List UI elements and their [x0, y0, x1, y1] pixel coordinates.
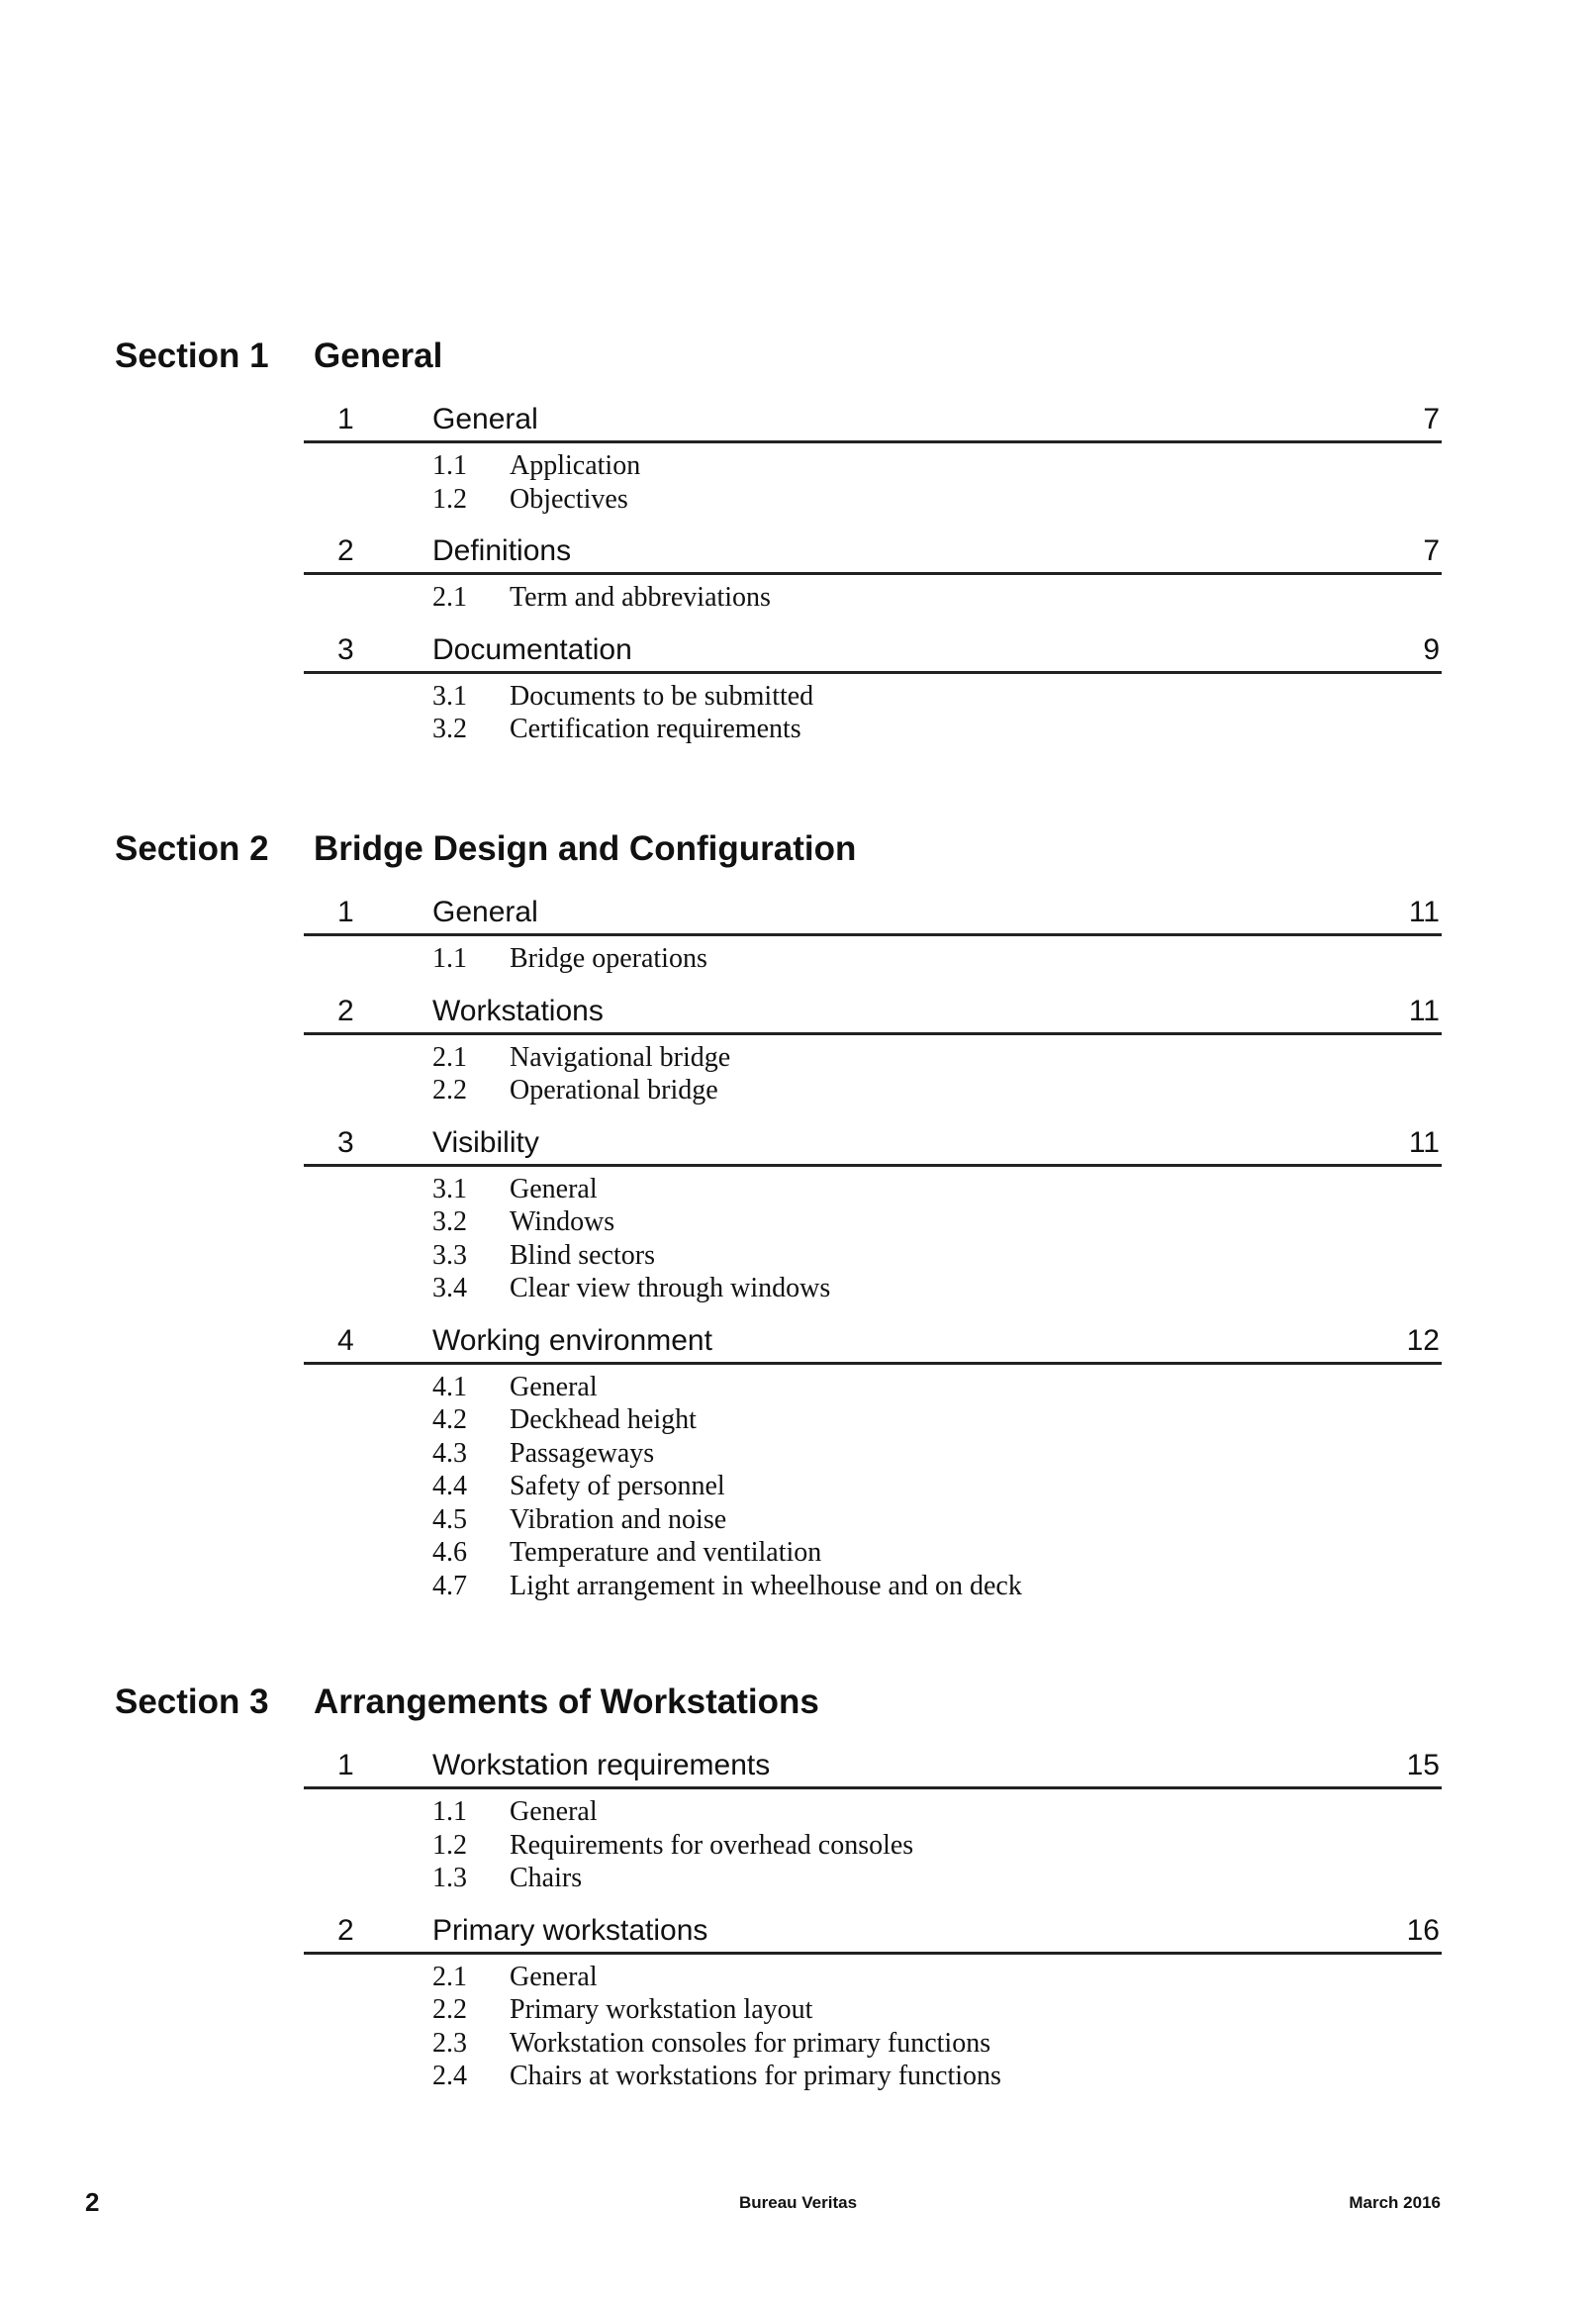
- subsection-title: Blind sectors: [510, 1239, 655, 1271]
- chapter-page-number: 15: [1406, 1749, 1440, 1781]
- subsection-title: General: [510, 1961, 598, 1992]
- subsection-title: Passageways: [510, 1437, 655, 1469]
- subsection-title: General: [510, 1796, 598, 1827]
- chapter-number: 2: [337, 1913, 354, 1947]
- subsection-entry[interactable]: [304, 581, 1442, 615]
- subsection-entry[interactable]: [304, 1862, 1442, 1895]
- subsection-title: Deckhead height: [510, 1404, 697, 1435]
- chapter-entry[interactable]: [304, 1897, 1442, 1955]
- chapter-entry[interactable]: [304, 386, 1442, 443]
- subsection-entry[interactable]: [304, 680, 1442, 714]
- footer-date: March 2016: [1349, 2193, 1441, 2212]
- subsection-number: 3.4: [432, 1273, 467, 1303]
- subsection-entry[interactable]: [304, 1403, 1442, 1437]
- subsection-entry[interactable]: [304, 2027, 1442, 2061]
- subsection-number: 2.2: [432, 1075, 467, 1105]
- subsection-title: Operational bridge: [510, 1075, 718, 1105]
- subsection-entry[interactable]: [304, 1503, 1442, 1537]
- subsection-number: 4.3: [432, 1437, 467, 1469]
- subsection-entry[interactable]: [304, 2060, 1442, 2093]
- subsection-title: General: [510, 1371, 598, 1402]
- subsection-number: 3.3: [432, 1239, 467, 1271]
- section-title: Bridge Design and Configuration: [314, 829, 857, 868]
- subsection-entry[interactable]: [304, 1371, 1442, 1404]
- subsection-title: Objectives: [510, 483, 628, 515]
- subsection-entry[interactable]: [304, 713, 1442, 746]
- subsection-title: Primary workstation layout: [510, 1994, 813, 2025]
- subsection-entry[interactable]: [304, 483, 1442, 517]
- chapter-title: Workstations: [432, 994, 604, 1027]
- chapter-entry[interactable]: [304, 1109, 1442, 1167]
- chapter-title: Working environment: [432, 1323, 712, 1357]
- subsection-number: 4.2: [432, 1404, 467, 1435]
- subsection-number: 4.5: [432, 1503, 467, 1535]
- chapter-number: 2: [337, 534, 354, 567]
- subsection-title: Windows: [510, 1206, 615, 1237]
- subsection-number: 4.1: [432, 1371, 467, 1402]
- footer-publisher: Bureau Veritas: [738, 2193, 858, 2212]
- toc-chapter: [304, 386, 1442, 518]
- subsection-number: 4.4: [432, 1471, 467, 1501]
- section-heading: [0, 327, 1596, 386]
- toc-chapter: [304, 1897, 1442, 2095]
- chapter-entry[interactable]: [304, 879, 1442, 936]
- chapter-title: Documentation: [432, 632, 632, 666]
- subsection-entry[interactable]: [304, 1961, 1442, 1994]
- subsection-number: 2.1: [432, 1961, 467, 1992]
- subsection-entry[interactable]: [304, 1570, 1442, 1603]
- chapter-page-number: 12: [1406, 1323, 1440, 1357]
- chapter-page-number: 7: [1423, 403, 1440, 435]
- subsection-entry[interactable]: [304, 1437, 1442, 1471]
- chapter-title: Workstation requirements: [432, 1749, 771, 1781]
- subsection-entry[interactable]: [304, 1993, 1442, 2027]
- subsection-title: Documents to be submitted: [510, 680, 814, 712]
- chapter-page-number: 7: [1423, 534, 1440, 567]
- chapter-entry[interactable]: [304, 1732, 1442, 1789]
- subsection-number: 3.1: [432, 1173, 467, 1204]
- toc-chapter: [304, 617, 1442, 748]
- toc-chapter: [304, 1109, 1442, 1307]
- toc-chapter: [304, 879, 1442, 978]
- subsection-entry[interactable]: [304, 1272, 1442, 1305]
- subsection-number: 3.2: [432, 1206, 467, 1237]
- subsection-number: 3.1: [432, 680, 467, 712]
- subsection-entry[interactable]: [304, 1239, 1442, 1273]
- subsection-number: 1.1: [432, 943, 467, 974]
- subsection-title: Application: [510, 450, 641, 481]
- subsection-list: [304, 575, 1442, 617]
- subsection-title: Light arrangement in wheelhouse and on deck: [510, 1570, 1022, 1601]
- subsection-title: Term and abbreviations: [510, 582, 771, 613]
- subsection-title: Vibration and noise: [510, 1503, 727, 1535]
- subsection-entry[interactable]: [304, 1205, 1442, 1239]
- chapter-page-number: 11: [1408, 994, 1440, 1027]
- subsection-title: Bridge operations: [510, 943, 707, 974]
- chapter-page-number: 9: [1423, 632, 1440, 666]
- subsection-entry[interactable]: [304, 1470, 1442, 1503]
- subsection-title: Safety of personnel: [510, 1471, 725, 1501]
- subsection-title: Chairs at workstations for primary functions: [510, 2061, 1001, 2091]
- chapter-number: 4: [337, 1323, 354, 1357]
- subsection-number: 2.4: [432, 2061, 467, 2091]
- section-title: Arrangements of Workstations: [314, 1682, 819, 1721]
- subsection-list: [304, 1035, 1442, 1109]
- subsection-title: Chairs: [510, 1863, 583, 1893]
- chapter-title: General: [432, 403, 538, 435]
- toc-section: [0, 1673, 1596, 2095]
- subsection-entry[interactable]: [304, 1041, 1442, 1075]
- chapter-number: 1: [337, 1749, 354, 1781]
- subsection-title: Requirements for overhead consoles: [510, 1829, 914, 1861]
- chapter-number: 1: [337, 896, 354, 928]
- subsection-number: 1.2: [432, 1829, 467, 1861]
- chapter-number: 2: [337, 994, 354, 1027]
- chapter-title: Visibility: [432, 1125, 539, 1159]
- toc-chapter: [304, 1732, 1442, 1897]
- section-heading: [0, 1673, 1596, 1732]
- section-label: Section 1: [115, 336, 269, 375]
- subsection-title: Certification requirements: [510, 714, 801, 744]
- chapter-number: 3: [337, 632, 354, 666]
- subsection-number: 1.3: [432, 1863, 467, 1893]
- section-title: General: [314, 336, 443, 375]
- chapter-page-number: 11: [1408, 1125, 1440, 1159]
- chapter-title: Definitions: [432, 534, 572, 567]
- subsection-number: 1.1: [432, 450, 467, 481]
- section-heading: [0, 819, 1596, 879]
- subsection-number: 4.6: [432, 1537, 467, 1568]
- subsection-title: Navigational bridge: [510, 1041, 731, 1073]
- chapter-entry[interactable]: [304, 978, 1442, 1035]
- subsection-list: [304, 936, 1442, 978]
- toc-section: [0, 819, 1596, 1604]
- subsection-number: 2.3: [432, 2027, 467, 2059]
- chapter-number: 1: [337, 403, 354, 435]
- subsection-entry[interactable]: [304, 449, 1442, 483]
- subsection-list: [304, 1167, 1442, 1307]
- section-label: Section 2: [115, 829, 269, 868]
- chapter-number: 3: [337, 1125, 354, 1159]
- subsection-list: [304, 674, 1442, 748]
- subsection-entry[interactable]: [304, 1536, 1442, 1570]
- chapter-entry[interactable]: [304, 518, 1442, 575]
- subsection-list: [304, 1365, 1442, 1605]
- chapter-entry[interactable]: [304, 617, 1442, 674]
- toc-chapter: [304, 1307, 1442, 1605]
- section-label: Section 3: [115, 1682, 269, 1721]
- chapter-page-number: 16: [1406, 1913, 1440, 1947]
- subsection-list: [304, 1789, 1442, 1897]
- subsection-entry[interactable]: [304, 1173, 1442, 1206]
- subsection-number: 1.2: [432, 483, 467, 515]
- subsection-title: Temperature and ventilation: [510, 1537, 822, 1568]
- subsection-number: 4.7: [432, 1570, 467, 1601]
- subsection-entry[interactable]: [304, 1795, 1442, 1829]
- toc-chapter: [304, 518, 1442, 617]
- subsection-title: Workstation consoles for primary functions: [510, 2027, 991, 2059]
- footer-page-number: 2: [85, 2187, 100, 2217]
- page-footer: [0, 2187, 1596, 2227]
- subsection-number: 1.1: [432, 1796, 467, 1827]
- subsection-entry[interactable]: [304, 1074, 1442, 1107]
- chapter-page-number: 11: [1408, 896, 1440, 928]
- subsection-list: [304, 1955, 1442, 2095]
- chapter-entry[interactable]: [304, 1307, 1442, 1365]
- toc-section: [0, 327, 1596, 748]
- subsection-number: 2.1: [432, 1041, 467, 1073]
- subsection-entry[interactable]: [304, 942, 1442, 976]
- chapter-title: General: [432, 896, 538, 928]
- chapter-title: Primary workstations: [432, 1913, 708, 1947]
- subsection-number: 2.2: [432, 1994, 467, 2025]
- subsection-number: 2.1: [432, 582, 467, 613]
- subsection-title: Clear view through windows: [510, 1273, 831, 1303]
- subsection-number: 3.2: [432, 714, 467, 744]
- subsection-entry[interactable]: [304, 1829, 1442, 1863]
- subsection-list: [304, 443, 1442, 518]
- subsection-title: General: [510, 1173, 598, 1204]
- toc-chapter: [304, 978, 1442, 1109]
